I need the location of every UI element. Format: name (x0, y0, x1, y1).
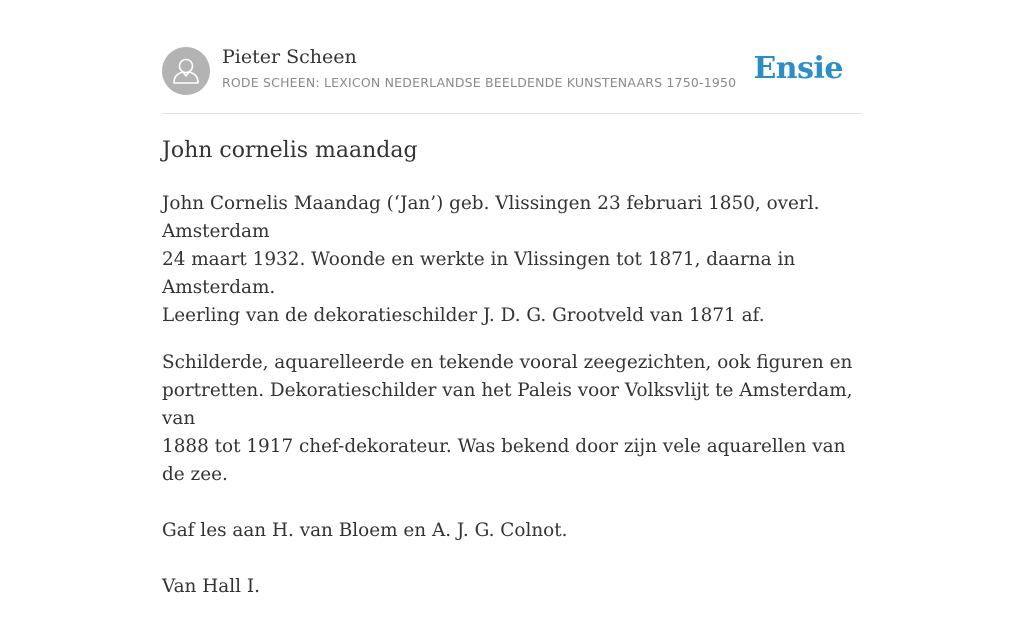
user-silhouette-icon (162, 47, 210, 95)
paragraph-work: Schilderde, aquarelleerde en tekende vooral zeegezichten, ook figuren en portretten. Dekoratieschilder van het Paleis voor Volksvlijt te Amsterdam, van 1888 tot 1917 chef-dekorateur. Was bekend door zijn vele aquarellen van de zee. (162, 352, 853, 485)
ensie-logo[interactable]: Ensie (753, 51, 843, 86)
source-title[interactable]: RODE SCHEEN: LEXICON NEDERLANDSE BEELDENDE KUNSTENAARS 1750-1950 (222, 75, 737, 90)
paragraph-students: Gaf les aan H. van Bloem en A. J. G. Colnot. (162, 520, 568, 541)
avatar[interactable] (162, 47, 210, 95)
article-title: John cornelis maandag (162, 138, 418, 163)
paragraph-biography: John Cornelis Maandag (‘Jan’) geb. Vlissingen 23 februari 1850, overl. Amsterdam 24 maart 1932. Woonde en werkte in Vlissingen tot 1871, daarna in Amsterdam. Leerling van de dekoratieschilder J. D. G. Grootveld van 1871 af. (162, 193, 820, 326)
paragraph-reference: Van Hall I. (162, 576, 260, 597)
author-name[interactable]: Pieter Scheen (222, 46, 357, 68)
article-header (162, 44, 862, 114)
article-body (162, 190, 872, 620)
